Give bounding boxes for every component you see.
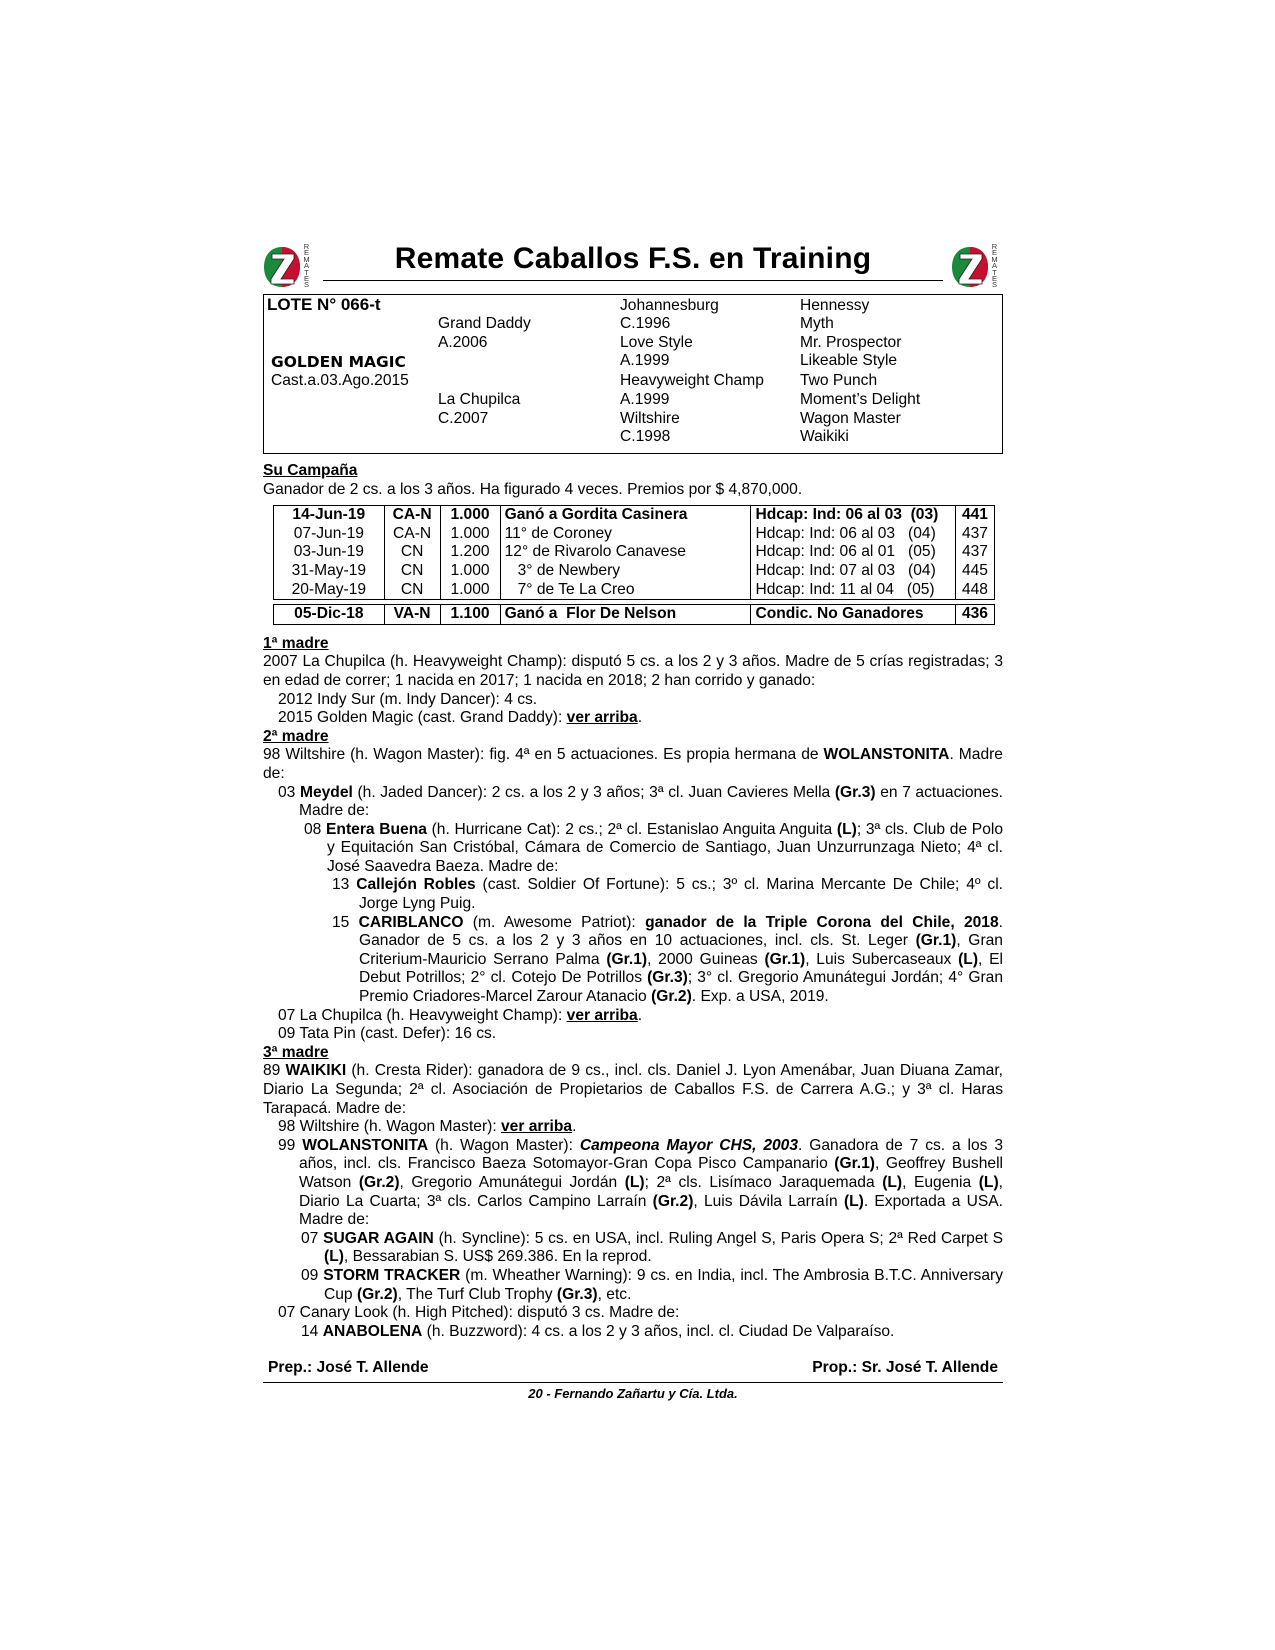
produce-line: 98 Wiltshire (h. Wagon Master): ver arriba.	[278, 1118, 577, 1136]
race-cond: Condic. No Ganadores	[751, 605, 955, 625]
race-cond: Hdcap: Ind: 06 al 01 (05)	[751, 543, 955, 562]
see-above-link[interactable]: ver arriba	[566, 1006, 638, 1024]
page-header	[263, 240, 1003, 292]
race-cond: Hdcap: Ind: 11 al 04 (05)	[751, 581, 955, 600]
gen3-line: Wagon Master	[800, 410, 901, 427]
race-date: 14-Jun-19	[274, 506, 385, 525]
race-dist: 1.000	[440, 562, 500, 581]
gen2-line: C.1996	[620, 315, 671, 332]
third-dam-intro: 89 WAIKIKI (h. Cresta Rider): ganadora de 9 cs., incl. cls. Daniel J. Lyon Amenábar, Juan Diuana Zamar, Diario La Segunda; 2ª cl. Asociación de Propietarios de Caballos F.S. de Carrera A.G.; y 3ª cl. Haras Tarapacá. Madre de:	[263, 1062, 1003, 1117]
logo-letters: REMATES	[991, 242, 998, 290]
gen2-line: Wiltshire	[620, 410, 680, 427]
sire: Grand Daddy	[438, 315, 531, 332]
remates-logo	[263, 244, 315, 290]
race-dist: 1.200	[440, 543, 500, 562]
horse-name: GOLDEN MAGIC	[271, 353, 406, 371]
first-dam-section	[263, 635, 1003, 728]
race-rating: 436	[955, 605, 994, 625]
dam-year: C.2007	[438, 410, 489, 427]
see-above-link[interactable]: ver arriba	[501, 1118, 573, 1136]
race-rating: 437	[955, 525, 994, 544]
logo-letters: REMATES	[303, 242, 310, 290]
race-cond: Hdcap: Ind: 06 al 03 (03)	[751, 506, 955, 525]
race-dist: 1.000	[440, 525, 500, 544]
produce-line: 07 La Chupilca (h. Heavyweight Champ): ver arriba.	[278, 1006, 643, 1024]
race-rating: 441	[955, 506, 994, 525]
preparer: Prep.: José T. Allende	[268, 1359, 429, 1377]
dam: La Chupilca	[438, 391, 521, 408]
race-cond: Hdcap: Ind: 07 al 03 (04)	[751, 562, 955, 581]
campaign-summary: Ganador de 2 cs. a los 3 años. Ha figurado 4 veces. Premios por $ 4,870,000.	[263, 480, 803, 498]
race-row	[274, 605, 995, 625]
produce-line: 07 SUGAR AGAIN (h. Syncline): 5 cs. en USA, incl. Ruling Angel S, Paris Opera S; 2ª Red Carpet S (L), Bessarabian S. US$ 269.386. En la reprod.	[301, 1229, 1003, 1266]
gen2-line: A.1999	[620, 352, 670, 369]
produce-line: 2015 Golden Magic (cast. Grand Daddy): ver arriba.	[278, 709, 643, 727]
z-logo-icon	[951, 246, 989, 288]
gen2-line: Love Style	[620, 334, 693, 351]
race-track: CN	[384, 562, 440, 581]
gen2-line: Johannesburg	[620, 297, 719, 314]
gen2-line: A.1999	[620, 391, 670, 408]
race-date: 31-May-19	[274, 562, 385, 581]
page-title: Remate Caballos F.S. en Training	[323, 242, 943, 281]
horse-desc: Cast.a.03.Ago.2015	[271, 372, 409, 389]
race-date: 05-Dic-18	[274, 605, 385, 625]
race-rating: 445	[955, 562, 994, 581]
race-result: Ganó a Gordita Casinera	[500, 506, 751, 525]
race-result: 12° de Rivarolo Canavese	[500, 543, 751, 562]
second-dam-intro: 98 Wiltshire (h. Wagon Master): fig. 4ª en 5 actuaciones. Es propia hermana de WOLANSTONITA. Madre de:	[263, 746, 1003, 782]
produce-line: 08 Entera Buena (h. Hurricane Cat): 2 cs.; 2ª cl. Estanislao Anguita Anguita (L); 3ª cls. Club de Polo y Equitación San Cristóbal, Cámara de Comercio de Santiago, Juan Unzurrunzaga Nieto; 4ª cl. José Saavedra Baeza. Madre de:	[304, 820, 1003, 875]
race-track: CN	[384, 581, 440, 600]
race-date: 07-Jun-19	[274, 525, 385, 544]
race-cond: Hdcap: Ind: 06 al 03 (04)	[751, 525, 955, 544]
see-above-link[interactable]: ver arriba	[566, 709, 638, 727]
produce-line: 07 Canary Look (h. High Pitched): disputó 3 cs. Madre de:	[278, 1304, 680, 1322]
gen2-line: C.1998	[620, 428, 671, 445]
race-track: VA-N	[384, 605, 440, 625]
gen3-line: Waikiki	[800, 428, 849, 445]
first-dam-text: 2007 La Chupilca (h. Heavyweight Champ): disputó 5 cs. a los 2 y 3 años. Madre de 5 crías registradas; 3 en edad de correr; 1 nacida en 2017; 1 nacida en 2018; 2 han corrido y ganado:	[263, 653, 1003, 689]
third-dam-title: 3ª madre	[263, 1043, 329, 1061]
produce-line: 13 Callejón Robles (cast. Soldier Of Fortune): 5 cs.; 3º cl. Marina Mercante De Chile; 4º cl. Jorge Lyng Puig.	[332, 876, 1003, 913]
race-result: 7° de Te La Creo	[500, 581, 751, 600]
gen2-line: Heavyweight Champ	[620, 372, 764, 389]
produce-line: 15 CARIBLANCO (m. Awesome Patriot): ganador de la Triple Corona del Chile, 2018. Ganador de 5 cs. a los 2 y 3 años en 10 actuaciones, incl. cls. St. Leger (Gr.1), Gran Criterium-Mauricio Serrano Palma (Gr.1), 2000 Guineas (Gr.1), Luis Subercaseaux (L), El Debut Potrillos; 2° cl. Cotejo De Potrillos (Gr.3); 3° cl. Gregorio Amunátegui Jordán; 4° Gran Premio Criadores-Marcel Zarour Atanacio (Gr.2). Exp. a USA, 2019.	[332, 913, 1003, 1006]
race-result: 11° de Coroney	[500, 525, 751, 544]
produce-line: 14 ANABOLENA (h. Buzzword): 4 cs. a los 2 y 3 años, incl. cl. Ciudad De Valparaíso.	[301, 1322, 895, 1340]
footer-row	[263, 1359, 1003, 1378]
race-result: 3° de Newbery	[500, 562, 751, 581]
second-dam-title: 2ª madre	[263, 727, 329, 745]
race-dist: 1.000	[440, 581, 500, 600]
remates-logo-right	[951, 244, 1003, 290]
gen3-line: Myth	[800, 315, 834, 332]
race-row	[274, 562, 995, 581]
gen3-line: Two Punch	[800, 372, 878, 389]
produce-line: 2012 Indy Sur (m. Indy Dancer): 4 cs.	[278, 690, 538, 708]
produce-line: 09 Tata Pin (cast. Defer): 16 cs.	[278, 1025, 497, 1043]
race-date: 03-Jun-19	[274, 543, 385, 562]
race-row	[274, 581, 995, 600]
race-dist: 1.100	[440, 605, 500, 625]
first-dam-title: 1ª madre	[263, 634, 329, 652]
race-track: CA-N	[384, 506, 440, 525]
owner: Prop.: Sr. José T. Allende	[812, 1359, 998, 1377]
produce-line: 03 Meydel (h. Jaded Dancer): 2 cs. a los 2 y 3 años; 3ª cl. Juan Cavieres Mella (Gr.3) en 7 actuaciones. Madre de:	[278, 783, 1003, 820]
race-table	[273, 505, 995, 625]
race-rating: 437	[955, 543, 994, 562]
produce-line: 99 WOLANSTONITA (h. Wagon Master): Campeona Mayor CHS, 2003. Ganadora de 7 cs. a los 3 años, incl. cls. Francisco Baeza Sotomayor-Gran Copa Pisco Campanario (Gr.1), Geoffrey Bushell Watson (Gr.2), Gregorio Amunátegui Jordán (L); 2ª cls. Lisímaco Jaraquemada (L), Eugenia (L), Diario La Cuarta; 3ª cls. Carlos Campino Larraín (Gr.2), Luis Dávila Larraín (L). Exportada a USA. Madre de:	[278, 1136, 1003, 1229]
footer-credit: 20 - Fernando Zañartu y Cía. Ltda.	[528, 1385, 738, 1401]
third-dam-section	[263, 1044, 1003, 1342]
second-dam-section	[263, 728, 1003, 1044]
pedigree-box	[263, 294, 1003, 454]
race-date: 20-May-19	[274, 581, 385, 600]
footer-divider	[263, 1382, 1003, 1383]
race-row	[274, 543, 995, 562]
gen3-line: Mr. Prospector	[800, 334, 902, 351]
race-rating: 448	[955, 581, 994, 600]
race-result: Ganó a Flor De Nelson	[500, 605, 751, 625]
gen3-line: Hennessy	[800, 297, 870, 314]
race-row	[274, 506, 995, 525]
z-logo-icon	[263, 246, 301, 288]
produce-line: 09 STORM TRACKER (m. Wheather Warning): 9 cs. en India, incl. The Ambrosia B.T.C. Anniversary Cup (Gr.2), The Turf Club Trophy (Gr.3), etc.	[301, 1266, 1003, 1303]
race-row	[274, 525, 995, 544]
gen3-line: Moment’s Delight	[800, 391, 921, 408]
race-dist: 1.000	[440, 506, 500, 525]
catalog-page	[263, 240, 1003, 1404]
race-track: CN	[384, 543, 440, 562]
sire-year: A.2006	[438, 334, 488, 351]
gen3-line: Likeable Style	[800, 352, 898, 369]
lot-number: LOTE N° 066-t	[267, 295, 381, 314]
campaign-title: Su Campaña	[263, 462, 358, 479]
race-track: CA-N	[384, 525, 440, 544]
